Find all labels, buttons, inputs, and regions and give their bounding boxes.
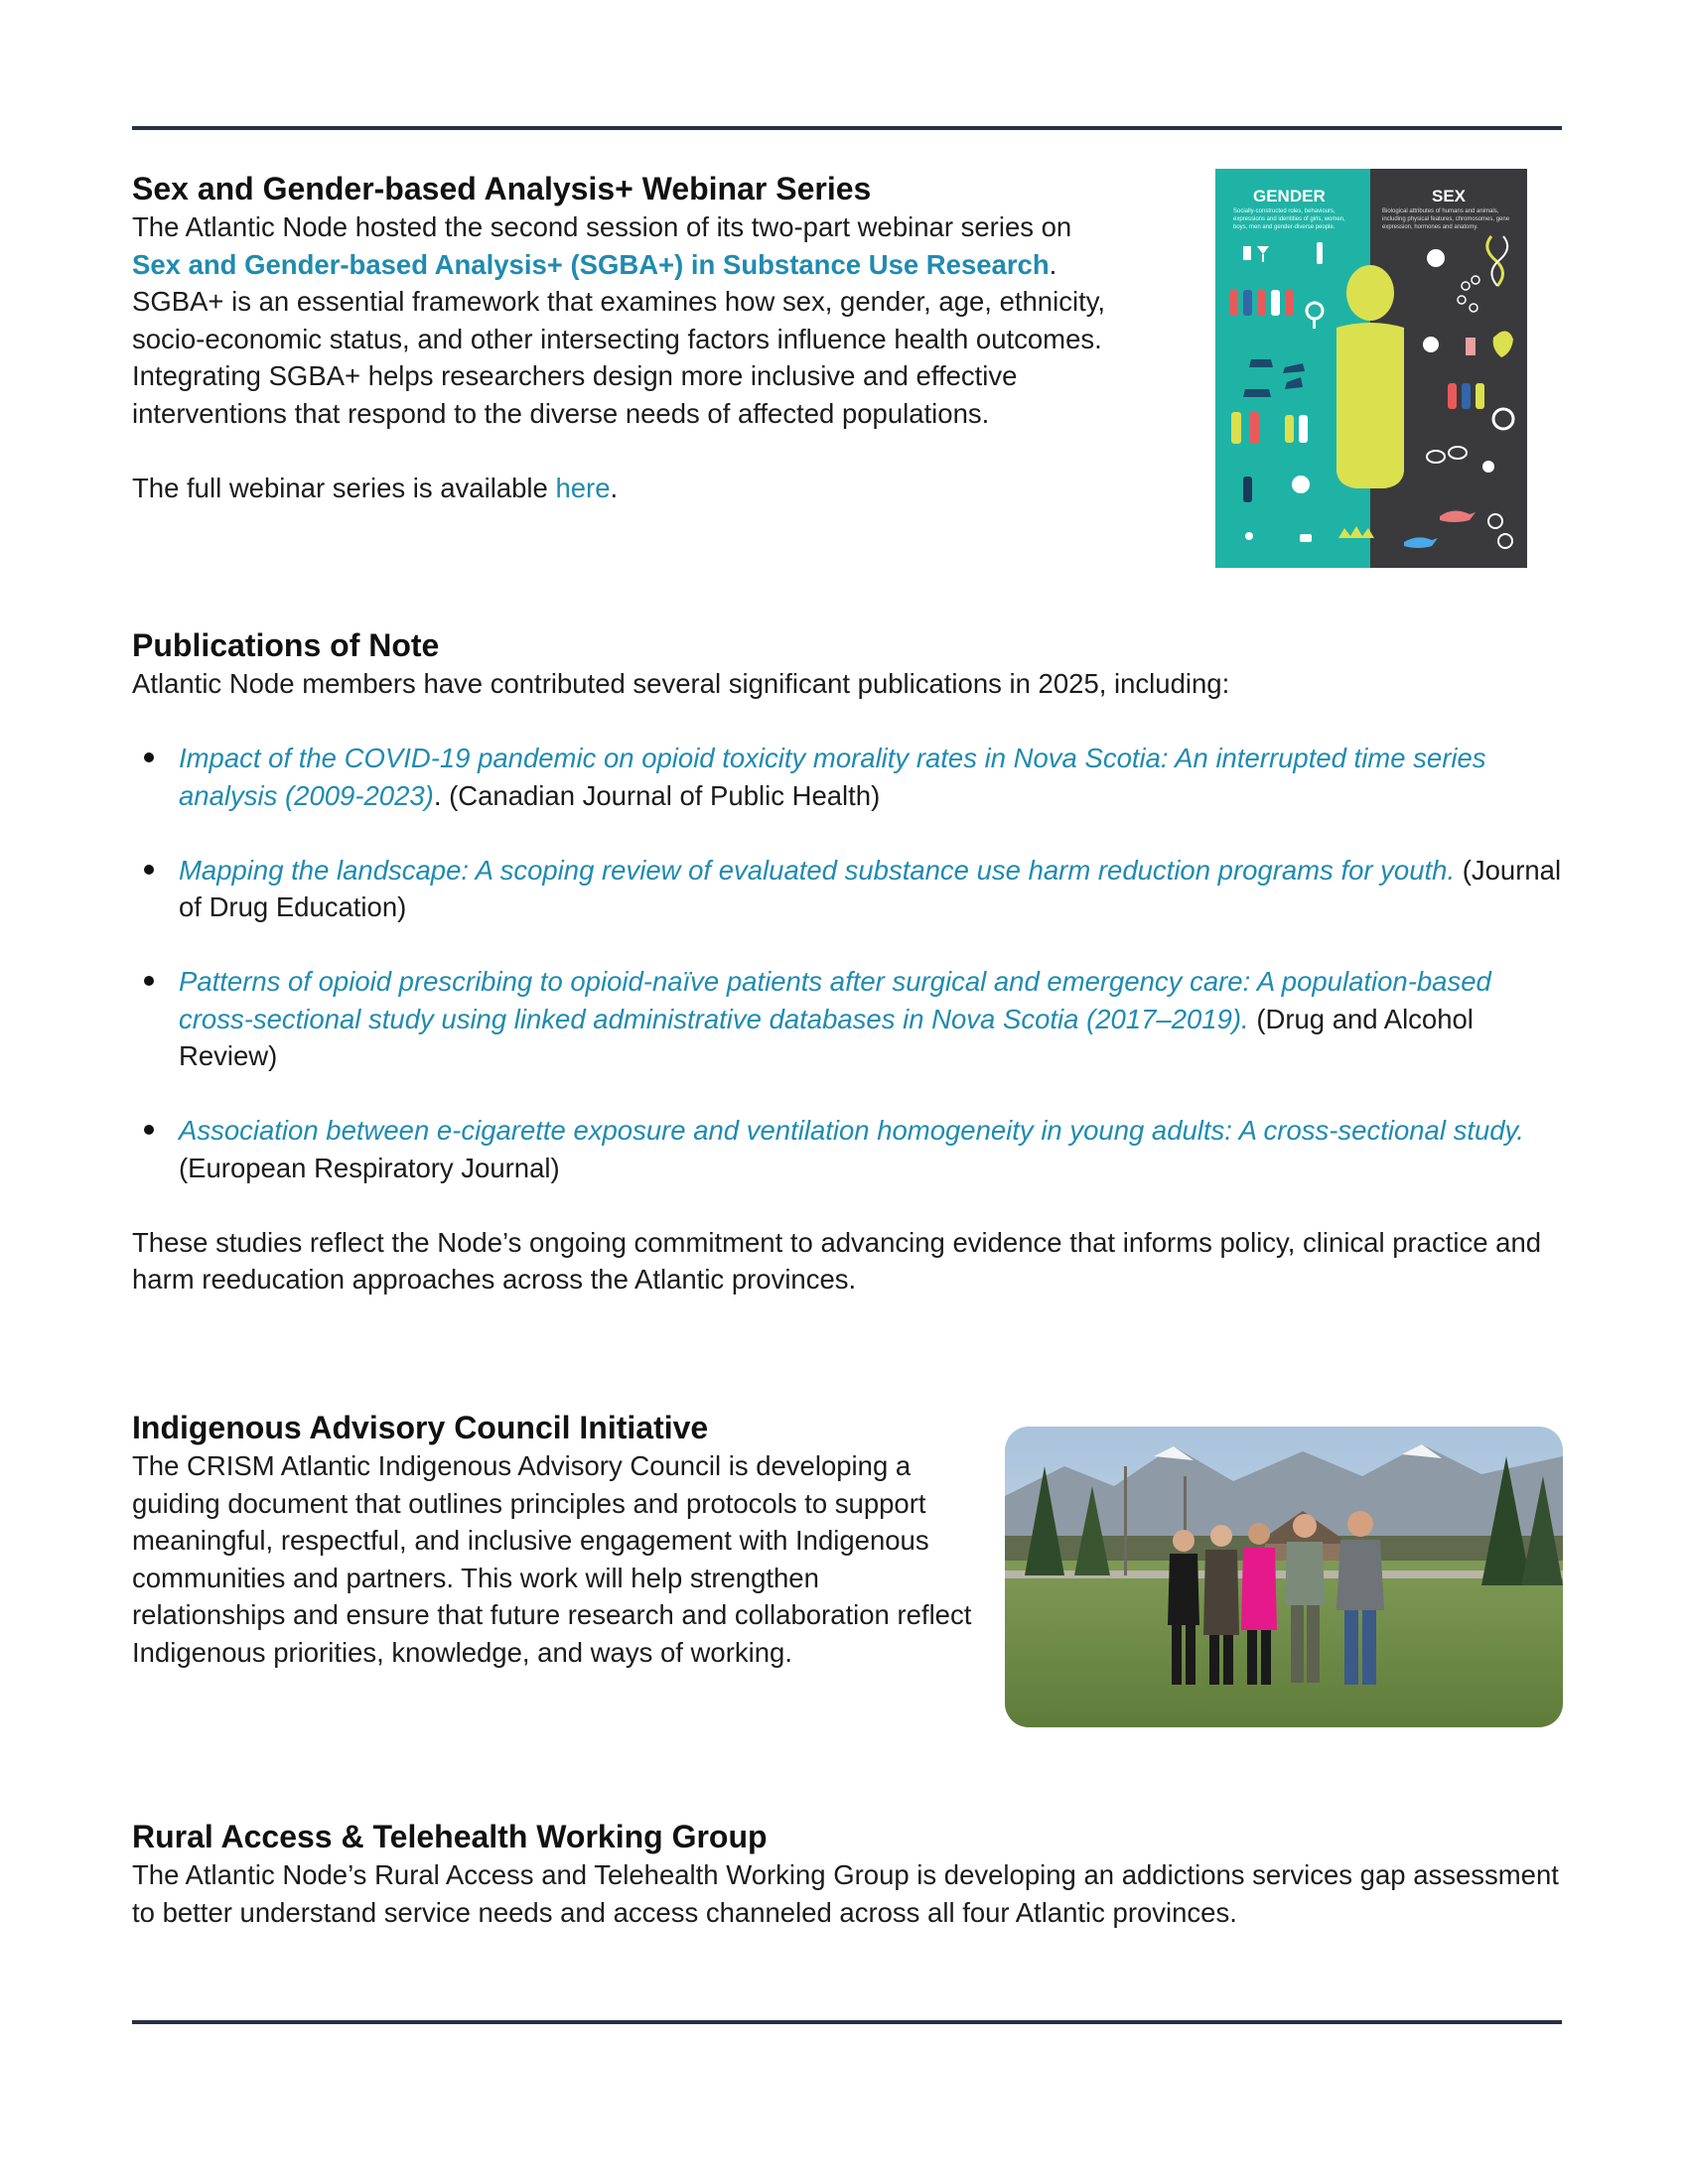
journal-name: (Drug and Alcohol Review) xyxy=(179,1003,1474,1071)
sgba-period: . xyxy=(1049,248,1057,280)
separator: . xyxy=(433,779,450,811)
journal-name: (Canadian Journal of Public Health) xyxy=(449,779,881,811)
shoe-icons xyxy=(1243,359,1305,397)
bottom-divider xyxy=(132,2020,1562,2024)
list-item xyxy=(132,852,1572,926)
crown-icon xyxy=(1338,526,1374,538)
sgba-intro: The Atlantic Node hosted the second session of its two-part webinar series on xyxy=(132,211,1072,242)
infographic-illustration xyxy=(1215,169,1527,568)
publications-section xyxy=(132,625,1572,1298)
journal-name: (European Respiratory Journal) xyxy=(179,1152,560,1183)
publications-heading: Publications of Note xyxy=(132,627,440,663)
rural-body: The Atlantic Node’s Rural Access and Telehealth Working Group is developing an addictions services gap assessment to better understand service needs and access channeled across all four Atlantic provinces. xyxy=(132,1859,1559,1928)
rural-heading: Rural Access & Telehealth Working Group xyxy=(132,1819,768,1854)
iac-body: The CRISM Atlantic Indigenous Advisory Council is developing a guiding document that outlines principles and protocols to support meaningful, respectful, and inclusive engagement with Indigenous communities and partners. This work will help strengthen relationships and ensure that future research and collaboration reflect Indigenous priorities, knowledge, and ways of working. xyxy=(132,1450,972,1668)
rural-section xyxy=(132,1817,1572,1931)
availability-text: The full webinar series is available xyxy=(132,472,556,503)
group-photo xyxy=(1005,1427,1563,1727)
separator xyxy=(1455,855,1463,886)
availability-period: . xyxy=(610,472,619,503)
list-item xyxy=(132,740,1572,814)
webinar-here-link[interactable]: here xyxy=(555,472,611,503)
sgba-infographic xyxy=(1215,169,1527,568)
sex-icons xyxy=(1404,236,1513,548)
publication-link[interactable]: Association between e-cigarette exposure and ventilation homogeneity in young adults: A cross-sectional study. xyxy=(179,1115,1524,1146)
gender-description: Socially-constructed roles, behaviours, expressions and identities of girls, women, boys, men and gender-diverse people. xyxy=(1233,208,1345,230)
bullet-icon xyxy=(144,865,154,875)
publication-link[interactable]: Mapping the landscape: A scoping review of evaluated substance use harm reduction programs for youth. xyxy=(179,854,1456,886)
sex-description: Biological attributes of humans and animals, including physical features, chromosomes, gene expression, hormones and anatomy. xyxy=(1382,208,1510,230)
person-figure-icon xyxy=(1336,265,1404,488)
top-divider xyxy=(132,126,1562,130)
publications-intro: Atlantic Node members have contributed several significant publications in 2025, including: xyxy=(132,668,1230,699)
publication-link[interactable]: Impact of the COVID-19 pandemic on opioid toxicity morality rates in Nova Scotia: An interrupted time series analysis (2009-2023) xyxy=(179,743,1486,811)
iac-section xyxy=(132,1408,976,1671)
list-item xyxy=(132,963,1572,1075)
sgba-availability xyxy=(132,470,1165,507)
publication-link[interactable]: Patterns of opioid prescribing to opioid-naïve patients after surgical and emergency care: A population-based cross-sectional study using linked administrative databases in Nova Scotia (2017–2019). xyxy=(179,966,1491,1034)
publications-closing: These studies reflect the Node’s ongoing commitment to advancing evidence that informs policy, clinical practice and harm reeducation approaches across the Atlantic provinces. xyxy=(132,1226,1542,1295)
bullet-icon xyxy=(144,1125,154,1135)
journal-name: (Journal of Drug Education) xyxy=(179,854,1562,922)
publications-list xyxy=(132,740,1572,1186)
iac-heading: Indigenous Advisory Council Initiative xyxy=(132,1410,709,1445)
bullet-icon xyxy=(144,976,154,986)
sgba-body xyxy=(132,208,1165,432)
gender-title: GENDER xyxy=(1253,187,1326,205)
sgba-description: SGBA+ is an essential framework that examines how sex, gender, age, ethnicity, socio-economic status, and other intersecting factors influence health outcomes. Integrating SGBA+ helps researchers design more inclusive and effective interventions that respond to the diverse needs of affected populations. xyxy=(132,286,1106,429)
sgba-section xyxy=(132,169,1165,506)
bullet-icon xyxy=(144,752,154,762)
sgba-webinar-link[interactable]: Sex and Gender-based Analysis+ (SGBA+) in Substance Use Research xyxy=(132,248,1050,280)
sgba-heading: Sex and Gender-based Analysis+ Webinar Series xyxy=(132,171,872,206)
sex-title: SEX xyxy=(1432,187,1467,205)
list-item xyxy=(132,1112,1572,1186)
